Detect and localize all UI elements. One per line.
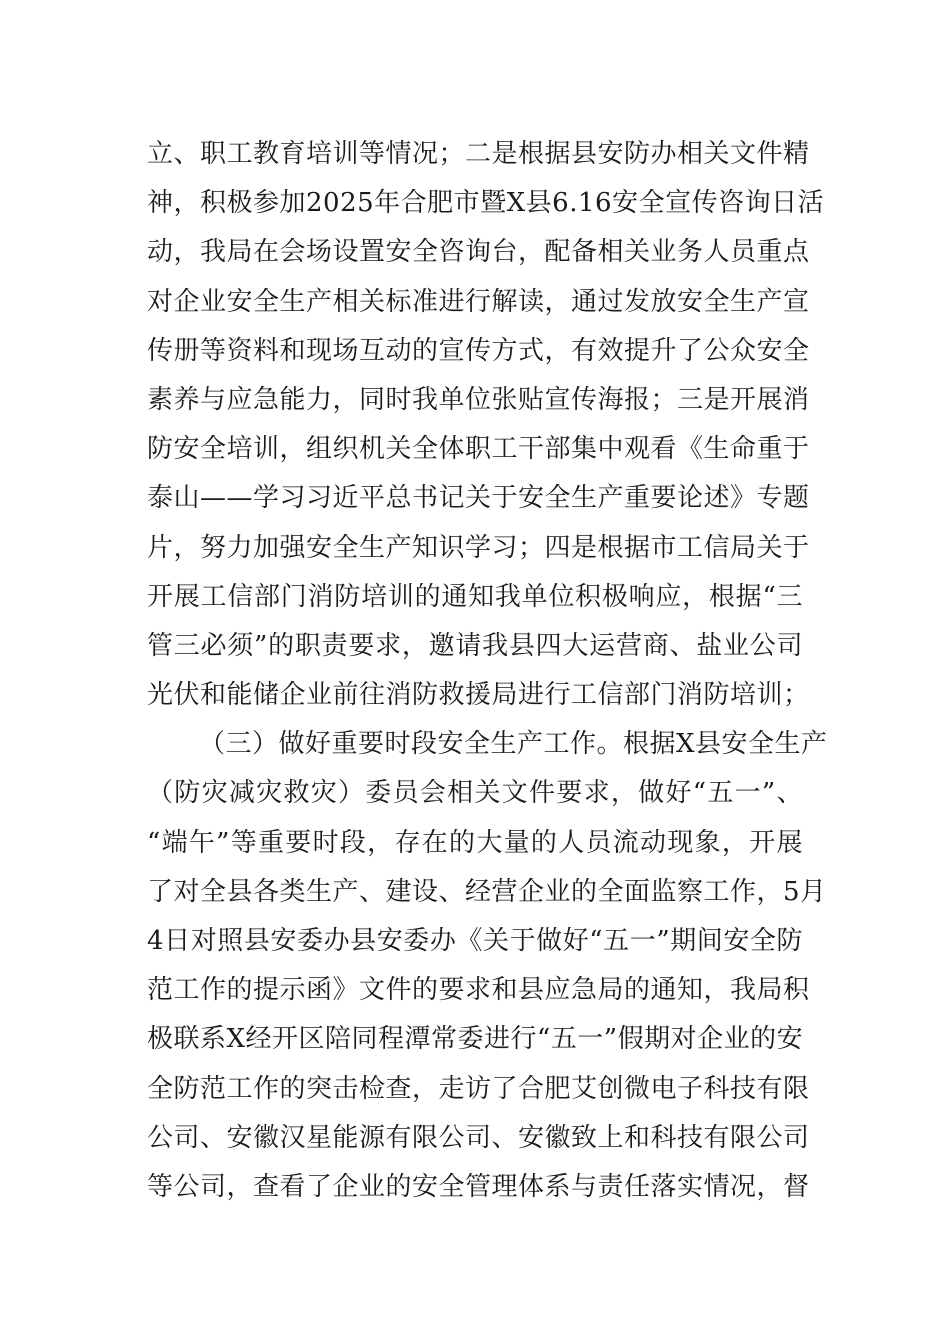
- text-line: 极联系X经开区陪同程潭常委进行“五一”假期对企业的安: [147, 1024, 804, 1055]
- text-line: 4日对照县安委办县安委办《关于做好“五一”期间安全防: [147, 926, 803, 956]
- section-heading-line: （三）做好重要时段安全生产工作。根据X县安全生产: [199, 729, 828, 760]
- text-line: 等公司，查看了企业的安全管理体系与责任落实情况，督: [147, 1171, 810, 1202]
- text-line: （防灾减灾救灾）委员会相关文件要求，做好“五一”、: [147, 778, 803, 809]
- text-line: 管三必须”的职责要求，邀请我县四大运营商、盐业公司: [147, 630, 803, 661]
- text-line: 公司、安徽汉星能源有限公司、安徽致上和科技有限公司: [147, 1122, 810, 1153]
- text-line: 动，我局在会场设置安全咨询台，配备相关业务人员重点: [147, 237, 810, 268]
- text-line: 泰山——学习习近平总书记关于安全生产重要论述》专题: [147, 483, 810, 514]
- document-body: [147, 130, 828, 1212]
- text-line: 神，积极参加2025年合肥市暨X县6.16安全宣传咨询日活: [147, 188, 825, 219]
- text-line: 全防范工作的突击检查，走访了合肥艾创微电子科技有限: [147, 1073, 810, 1104]
- text-line: 素养与应急能力，同时我单位张贴宣传海报；三是开展消: [147, 384, 810, 415]
- text-line: “端午”等重要时段，存在的大量的人员流动现象，开展: [147, 827, 803, 858]
- text-line: 防安全培训，组织机关全体职工干部集中观看《生命重于: [147, 434, 810, 465]
- text-line: 对企业安全生产相关标准进行解读，通过发放安全生产宣: [147, 286, 810, 317]
- text-line: 开展工信部门消防培训的通知我单位积极响应，根据“三: [147, 581, 803, 612]
- text-line: 片，努力加强安全生产知识学习；四是根据市工信局关于: [147, 532, 810, 563]
- text-line: 传册等资料和现场互动的宣传方式，有效提升了公众安全: [147, 335, 810, 366]
- text-line: 范工作的提示函》文件的要求和县应急局的通知，我局积: [147, 975, 810, 1006]
- text-line: 光伏和能储企业前往消防救援局进行工信部门消防培训；: [147, 680, 810, 711]
- text-line: 立、职工教育培训等情况；二是根据县安防办相关文件精: [147, 139, 810, 169]
- text-line: 了对全县各类生产、建设、经营企业的全面监察工作，5月: [147, 876, 827, 907]
